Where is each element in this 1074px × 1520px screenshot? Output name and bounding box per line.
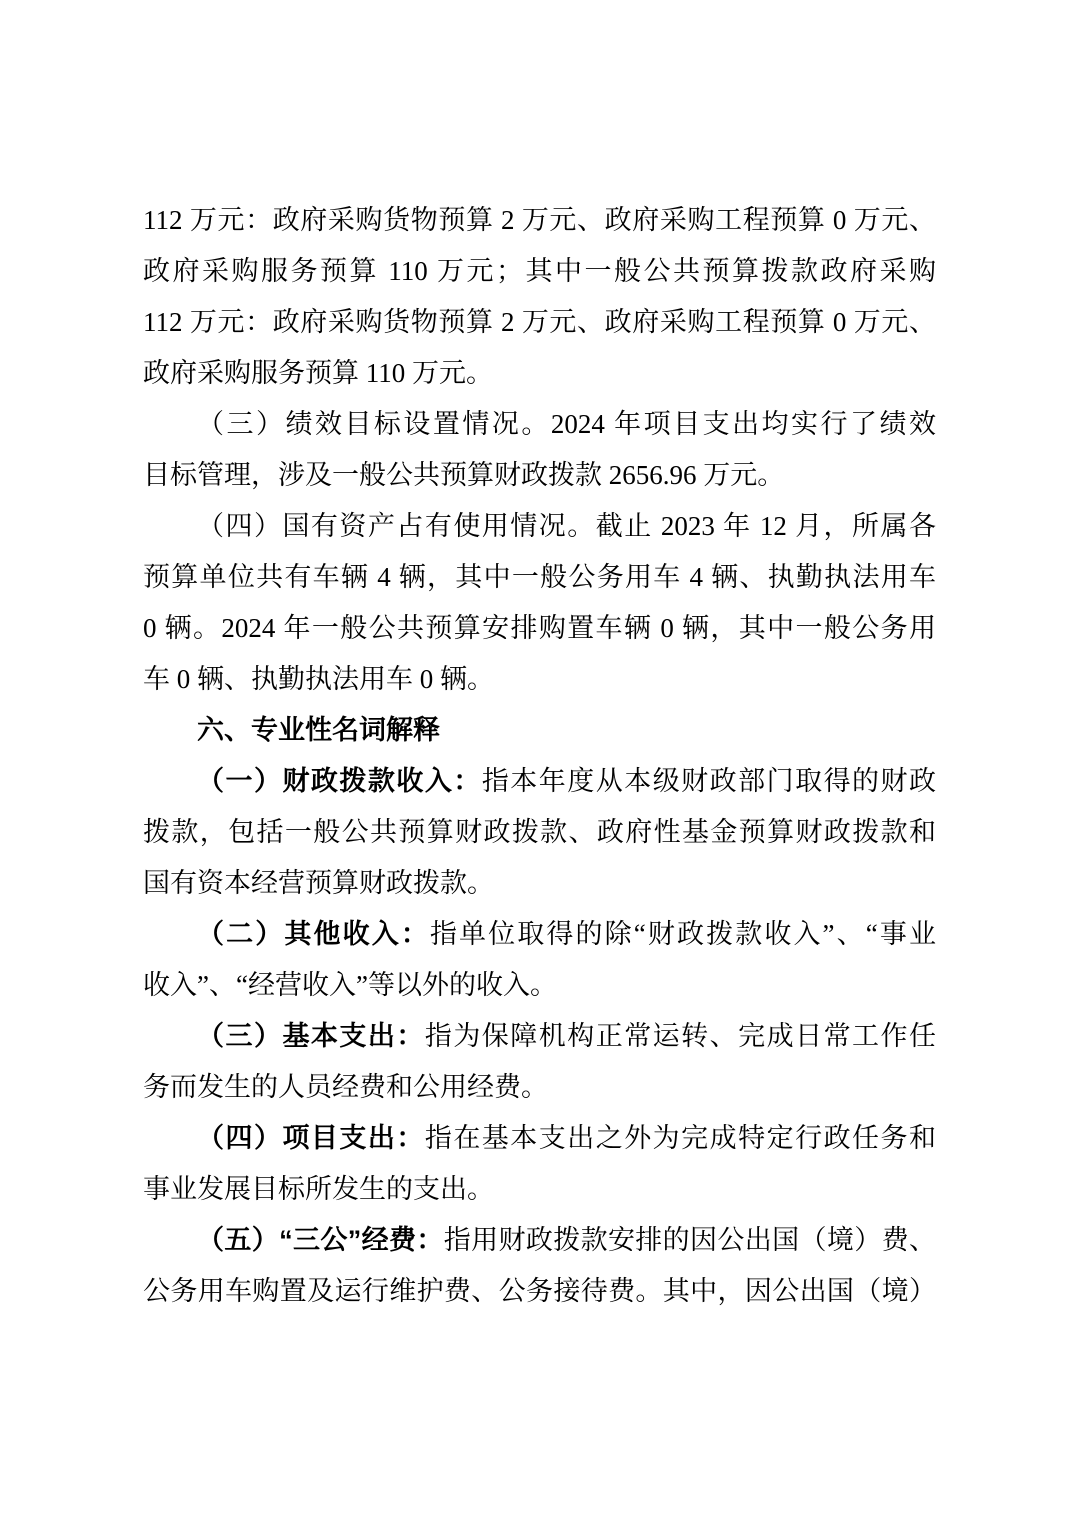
text-line: [143, 603, 936, 654]
bold-text-run: （一）财政拨款收入：: [197, 766, 482, 796]
text-run: 车 0 辆、执勤执法用车 0 辆。: [143, 664, 494, 694]
text-run: 112 万元：政府采购货物预算 2 万元、政府采购工程预算 0 万元、: [143, 205, 936, 235]
text-run: 指在基本支出之外为完成特定行政任务和: [424, 1123, 936, 1153]
text-run: （四）国有资产占有使用情况。截止 2023 年 12 月，所属各: [197, 511, 936, 541]
text-line: [143, 195, 936, 246]
section-heading: [143, 705, 936, 756]
text-line: [143, 1011, 936, 1062]
text-run: 0 辆。2024 年一般公共预算安排购置车辆 0 辆，其中一般公务用: [143, 613, 936, 643]
text-run: 收入”、“经营收入”等以外的收入。: [143, 970, 557, 1000]
text-run: 国有资本经营预算财政拨款。: [143, 868, 494, 898]
text-line: [143, 807, 936, 858]
text-run: 指本年度从本级财政部门取得的财政: [481, 766, 936, 796]
text-line: [143, 399, 936, 450]
text-line: [143, 1164, 936, 1215]
text-line: [143, 1113, 936, 1164]
text-line: [143, 960, 936, 1011]
bold-text-run: （四）项目支出：: [197, 1123, 425, 1153]
text-run: 拨款，包括一般公共预算财政拨款、政府性基金预算财政拨款和: [143, 817, 936, 847]
bold-text-run: （三）基本支出：: [197, 1021, 425, 1051]
bold-text-run: 六、专业性名词解释: [197, 715, 440, 745]
text-line: [143, 909, 936, 960]
text-line: [143, 501, 936, 552]
text-run: 目标管理，涉及一般公共预算财政拨款 2656.96 万元。: [143, 460, 785, 490]
text-run: 政府采购服务预算 110 万元；其中一般公共预算拨款政府采购: [143, 256, 936, 286]
text-line: [143, 654, 936, 705]
text-run: 指用财政拨款安排的因公出国（境）费、: [443, 1225, 936, 1255]
text-run: 事业发展目标所发生的支出。: [143, 1174, 494, 1204]
text-line: [143, 1215, 936, 1266]
text-run: 112 万元：政府采购货物预算 2 万元、政府采购工程预算 0 万元、: [143, 307, 936, 337]
text-run: 公务用车购置及运行维护费、公务接待费。其中，因公出国（境）: [143, 1276, 936, 1306]
text-line: [143, 1062, 936, 1113]
text-run: 预算单位共有车辆 4 辆，其中一般公务用车 4 辆、执勤执法用车: [143, 562, 936, 592]
bold-text-run: （五）“三公”经费：: [197, 1225, 444, 1255]
bold-text-run: （二）其他收入：: [197, 919, 430, 949]
text-line: [143, 348, 936, 399]
text-run: （三）绩效目标设置情况。2024 年项目支出均实行了绩效: [197, 409, 936, 439]
text-line: [143, 297, 936, 348]
text-line: [143, 1266, 936, 1317]
text-line: [143, 858, 936, 909]
text-line: [143, 552, 936, 603]
text-line: [143, 246, 936, 297]
text-run: 指单位取得的除“财政拨款收入”、“事业: [429, 919, 936, 949]
text-line: [143, 756, 936, 807]
text-run: 政府采购服务预算 110 万元。: [143, 358, 493, 388]
text-line: [143, 450, 936, 501]
text-run: 务而发生的人员经费和公用经费。: [143, 1072, 548, 1102]
document-body: [143, 195, 936, 1317]
text-run: 指为保障机构正常运转、完成日常工作任: [424, 1021, 936, 1051]
